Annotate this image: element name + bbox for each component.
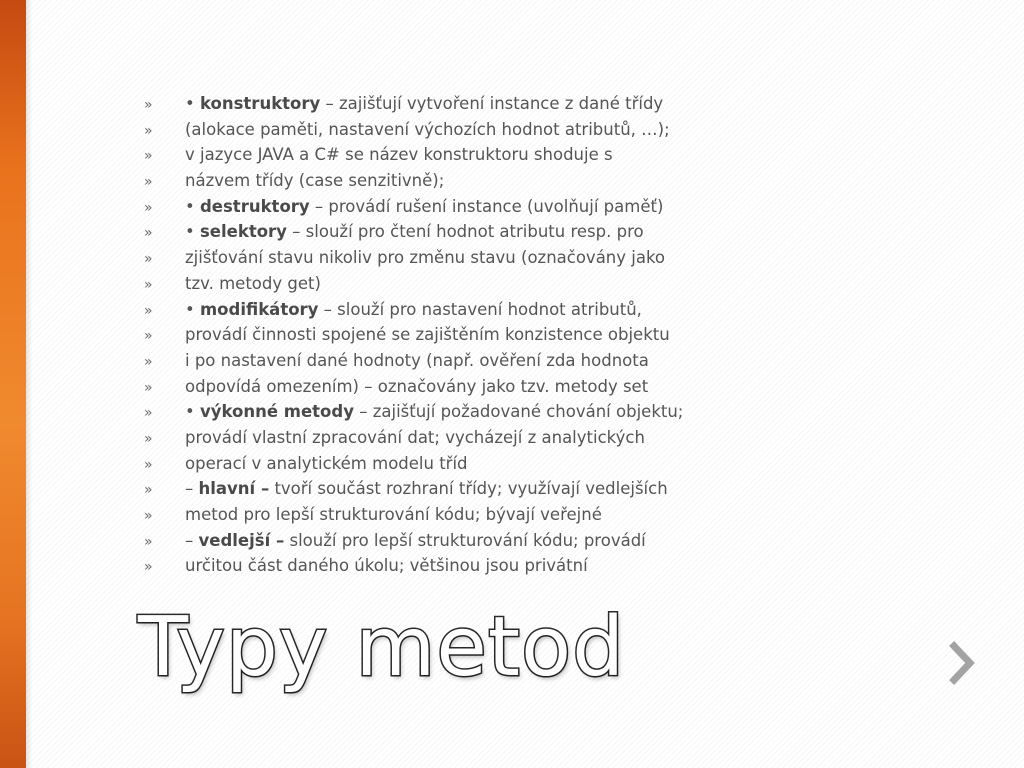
list-marker: »: [144, 405, 153, 422]
list-item-description: – zajišťují vytvoření instance z dané třídy: [320, 94, 664, 113]
list-item-text: [185, 94, 663, 113]
list-item-text: [185, 248, 665, 267]
list-item-prefix: •: [185, 222, 200, 242]
list-item: [144, 171, 724, 197]
list-item-text: [185, 197, 663, 216]
list-marker: »: [144, 97, 153, 113]
list-item: [144, 300, 724, 326]
slide-body: [144, 94, 724, 582]
list-item-term: vedlejší –: [198, 530, 285, 550]
list-marker: »: [144, 559, 153, 576]
list-item: [144, 248, 724, 274]
list-item-text: [185, 402, 683, 421]
list-item-term: selektory: [199, 222, 287, 242]
list-item-term: konstruktory: [199, 94, 321, 113]
list-item: [144, 120, 724, 146]
list-item: [144, 479, 724, 505]
list-item-text: [185, 531, 646, 550]
list-item-text: [185, 351, 649, 370]
list-marker: »: [144, 430, 153, 447]
list-item-text: [185, 556, 588, 575]
list-item: [144, 197, 724, 223]
list-marker: »: [144, 276, 153, 293]
list-item: [144, 274, 724, 300]
list-item-description: názvem třídy (case senzitivně);: [185, 171, 445, 191]
list-item-term: výkonné metody: [199, 402, 354, 422]
list-item: [144, 351, 724, 377]
list-marker: »: [144, 174, 153, 191]
list-item: [144, 531, 724, 557]
list-marker: »: [144, 148, 153, 165]
list-item-description: i po nastavení dané hodnoty (např. ověření zda hodnota: [185, 350, 649, 370]
list-item: [144, 505, 724, 531]
list-item: [144, 556, 724, 582]
list-item-description: – provádí rušení instance (uvolňují paměť): [309, 196, 664, 216]
list-item: [144, 377, 724, 403]
list-item: [144, 145, 724, 171]
list-item-description: (alokace paměti, nastavení výchozích hodnot atributů, …);: [185, 119, 670, 139]
list-item: [144, 325, 724, 351]
list-item-text: [185, 479, 668, 498]
list-marker: »: [144, 482, 153, 499]
list-item-text: [185, 454, 468, 473]
list-item-description: – zajišťují požadované chování objektu;: [353, 402, 684, 422]
list-item-text: [185, 300, 642, 319]
slide-title: Typy metod: [138, 600, 626, 695]
list-item: [144, 454, 724, 480]
list-item-description: – slouží pro čtení hodnot atributu resp. pro: [286, 222, 644, 242]
list-marker: »: [144, 456, 153, 473]
list-marker: »: [144, 379, 153, 396]
list-item-prefix: –: [185, 479, 199, 499]
list-item-description: provádí činnosti spojené se zajištěním konzistence objektu: [185, 325, 670, 345]
list-item-prefix: •: [185, 196, 200, 216]
list-marker: »: [144, 353, 153, 370]
list-item-prefix: •: [185, 94, 200, 113]
list-item-term: modifikátory: [199, 299, 319, 319]
list-item-text: [185, 325, 670, 344]
list-item-prefix: •: [185, 402, 200, 422]
list-item-description: zjišťování stavu nikoliv pro změnu stavu (označovány jako: [185, 248, 666, 268]
list-item-description: určitou část daného úkolu; většinou jsou privátní: [185, 556, 588, 576]
list-item-text: [185, 505, 602, 524]
list-item: [144, 94, 724, 120]
list-item-term: destruktory: [199, 196, 310, 216]
next-slide-button[interactable]: [942, 630, 982, 696]
list-marker: »: [144, 225, 153, 242]
list-item-description: – slouží pro nastavení hodnot atributů,: [318, 299, 642, 319]
list-item-text: [185, 120, 670, 139]
list-marker: »: [144, 122, 153, 139]
accent-sidebar-shadow: [26, 0, 32, 768]
list-item: [144, 222, 724, 248]
list-item-description: provádí vlastní zpracování dat; vycházejí z analytických: [185, 427, 645, 447]
list-marker: »: [144, 328, 153, 345]
list-item-prefix: –: [185, 530, 199, 550]
list-marker: »: [144, 533, 153, 550]
list-item-prefix: •: [185, 299, 200, 319]
list-marker: »: [144, 251, 153, 268]
list-item-text: [185, 171, 444, 190]
list-marker: »: [144, 508, 153, 524]
list-item-description: operací v analytickém modelu tříd: [185, 453, 468, 473]
list-item-description: tvoří součást rozhraní třídy; využívají vedlejších: [269, 479, 668, 499]
list-item: [144, 402, 724, 428]
list-item: [144, 428, 724, 454]
list-item-description: v jazyce JAVA a C# se název konstruktoru shoduje s: [185, 145, 613, 165]
chevron-right-icon: [947, 641, 977, 685]
list-item-term: hlavní –: [198, 479, 270, 499]
accent-sidebar: [0, 0, 26, 768]
list-item-text: [185, 222, 644, 241]
list-item-description: odpovídá omezením) – označovány jako tzv. metody set: [185, 376, 649, 396]
list-item-text: [185, 274, 321, 293]
list-item-text: [185, 377, 648, 396]
list-marker: »: [144, 302, 153, 319]
list-item-text: [185, 145, 613, 164]
list-item-description: slouží pro lepší strukturování kódu; provádí: [284, 530, 646, 550]
list-item-description: tzv. metody get): [185, 273, 321, 293]
list-marker: »: [144, 199, 153, 216]
list-item-description: metod pro lepší strukturování kódu; bývají veřejné: [185, 505, 602, 524]
list-item-text: [185, 428, 645, 447]
